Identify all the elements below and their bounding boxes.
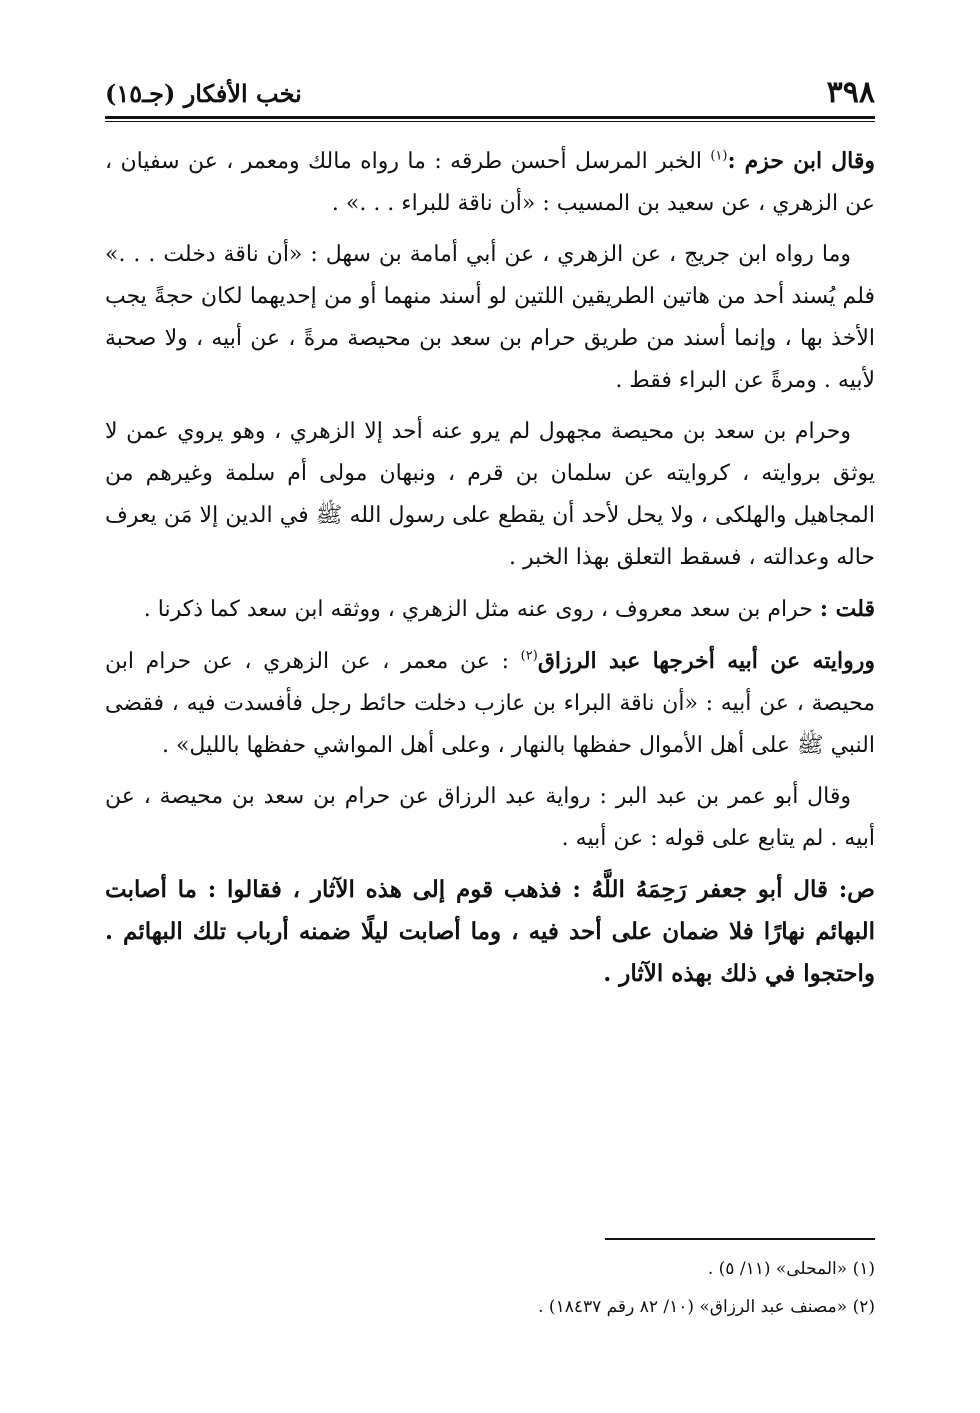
paragraph-text: ص: قال أبو جعفر رَحِمَهُ اللَّهُ : فذهب قوم إلى هذه الآثار ، فقالوا : ما أصابت البهائم نهارًا فلا ضمان على أحد فيه ، وما أصابت ليلًا ضمنه أرباب تلك البهائم . واحتجوا في ذلك بهذه الآثار . xyxy=(105,876,875,987)
paragraph-text: وقال أبو عمر بن عبد البر : رواية عبد الرزاق عن حرام بن سعد بن محيصة ، عن أبيه . لم يتابع على قوله : عن أبيه . xyxy=(105,784,875,851)
paragraph-text: : عن معمر ، عن الزهري ، عن حرام ابن محيصة ، عن أبيه : «أن ناقة البراء بن عازب دخلت حائط رجل فأفسدت فيه ، فقضى النبي ﷺ على أهل الأموال حفظها بالنهار ، وعلى أهل المواشي حفظها بالليل» . xyxy=(105,649,875,758)
paragraph-lead: وقال ابن حزم : xyxy=(727,148,875,174)
paragraph-7 xyxy=(105,869,875,995)
footnote-1: (١) «المحلى» (١١/ ٥) . xyxy=(707,1259,875,1279)
header-rule xyxy=(105,116,875,119)
page-number: ٣٩٨ xyxy=(826,75,875,110)
footnote-ref: (٢) xyxy=(520,648,538,664)
paragraph-3 xyxy=(105,411,875,579)
page-body xyxy=(105,140,875,1004)
paragraph-2 xyxy=(105,234,875,402)
paragraph-text: وحرام بن سعد بن محيصة مجهول لم يرو عنه أحد إلا الزهري ، وهو يروي عمن لا يوثق بروايته ، كروايته عن سلمان بن قرم ، ونبهان مولى أم سلمة وغيرهم من المجاهيل والهلكى ، ولا يحل لأحد أن يقطع على رسول الله ﷺ في الدين إلا مَن يعرف حاله وعدالته ، فسقط التعلق بهذا الخبر . xyxy=(105,419,875,570)
footnote-ref: (١) xyxy=(710,148,728,164)
paragraph-text: حرام بن سعد معروف ، روى عنه مثل الزهري ، ووثقه ابن سعد كما ذكرنا . xyxy=(143,597,820,622)
page-header xyxy=(105,62,875,114)
paragraph-text: الخبر المرسل أحسن طرقه : ما رواه مالك ومعمر ، عن سفيان ، عن الزهري ، عن سعيد بن المسيب : «أن ناقة للبراء . . .» . xyxy=(105,149,875,216)
book-title: نخب الأفكار (جـ١٥) xyxy=(105,79,302,108)
paragraph-5 xyxy=(105,640,875,767)
paragraph-6 xyxy=(105,776,875,860)
paragraph-lead: وروايته عن أبيه أخرجها عبد الرزاق xyxy=(537,648,875,674)
footnotes xyxy=(105,1250,875,1326)
header-rule-thin xyxy=(105,121,875,122)
footnote-2: (٢) «مصنف عبد الرزاق» (١٠/ ٨٢ رقم ١٨٤٣٧) . xyxy=(538,1297,875,1317)
paragraph-4 xyxy=(105,588,875,631)
footnote-rule xyxy=(605,1238,875,1240)
paragraph-1 xyxy=(105,140,875,225)
paragraph-text: وما رواه ابن جريج ، عن الزهري ، عن أبي أمامة بن سهل : «أن ناقة دخلت . . .» فلم يُسند أحد من هاتين الطريقين اللتين لو أسند منهما أو من إحديهما لكان حجةً يجب الأخذ بها ، وإنما أسند من طريق حرام بن سعد بن محيصة مرةً ، عن أبيه ، ولا صحبة لأبيه . ومرةً عن البراء فقط . xyxy=(105,242,875,393)
paragraph-lead: قلت : xyxy=(819,596,875,622)
